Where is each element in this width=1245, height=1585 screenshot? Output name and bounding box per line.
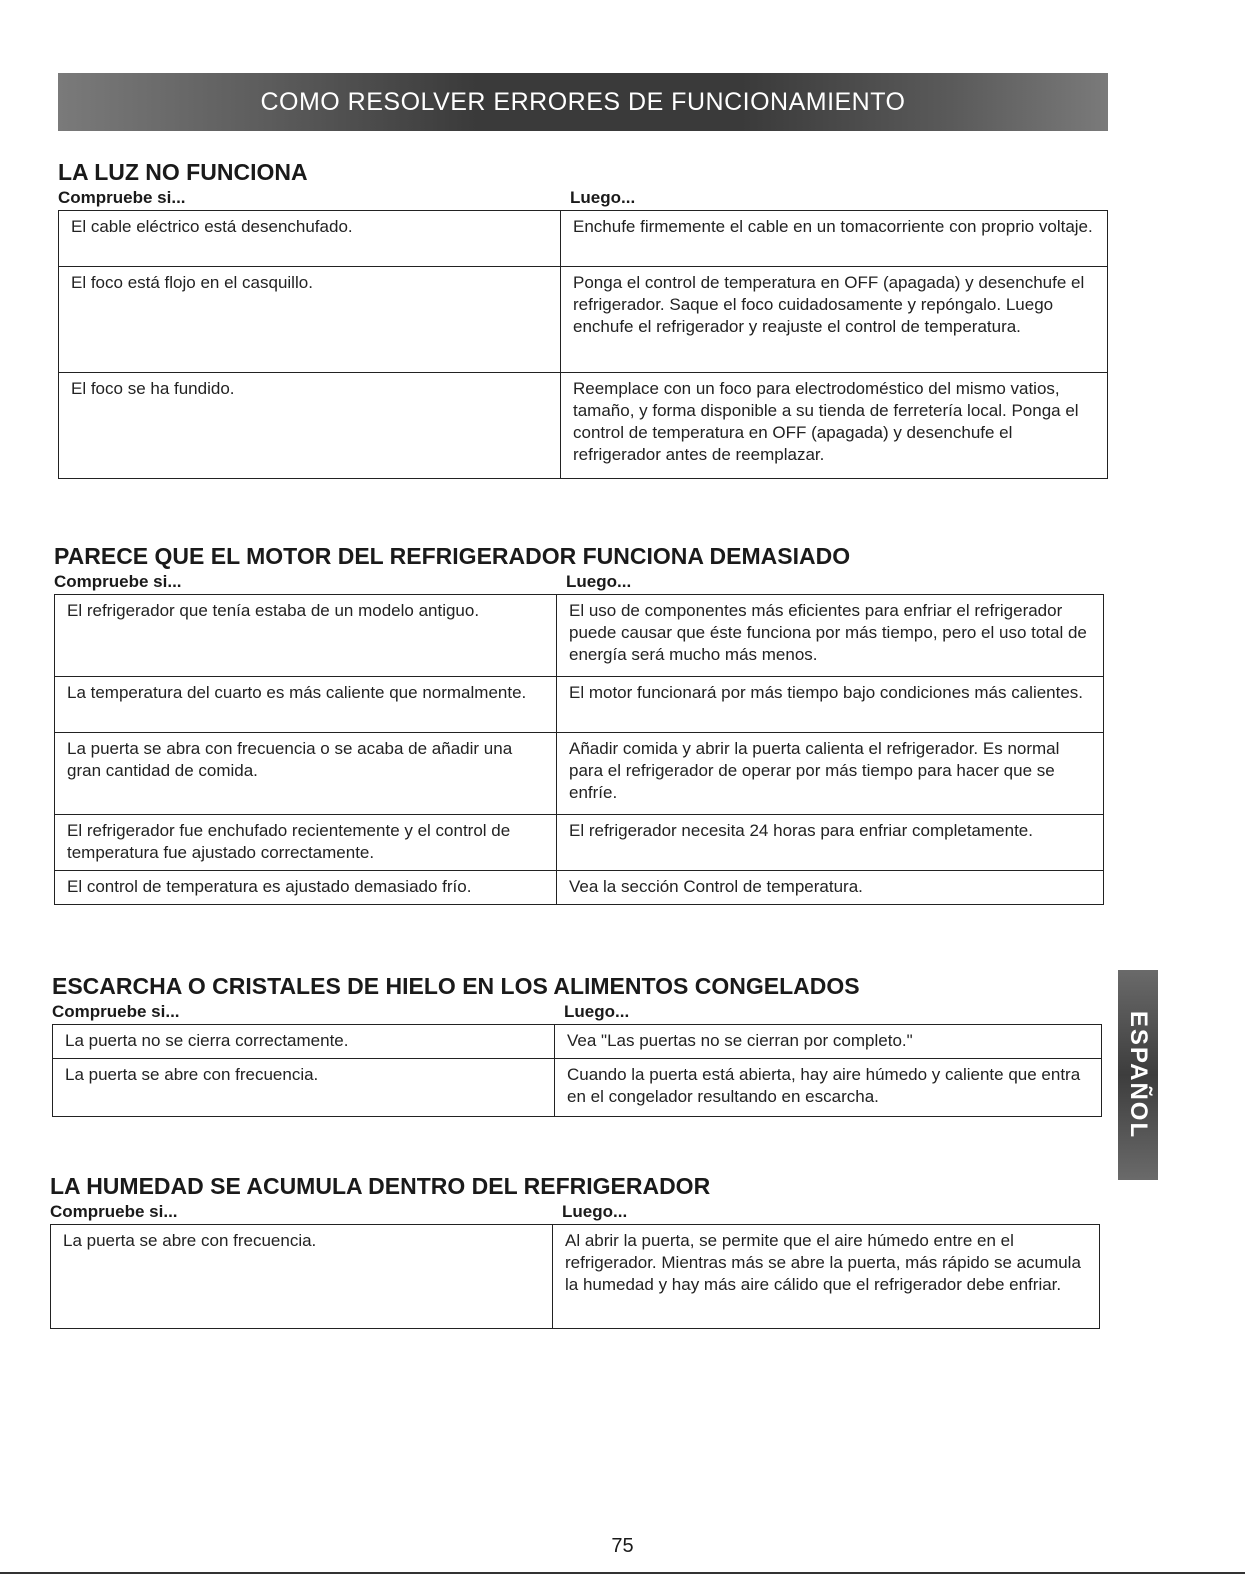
cause-cell: La puerta se abra con frecuencia o se acaba de añadir una gran cantidad de comida. bbox=[55, 733, 557, 815]
table-row bbox=[53, 1059, 1102, 1117]
cause-cell: El refrigerador fue enchufado recientemente y el control de temperatura fue ajustado correctamente. bbox=[55, 815, 557, 871]
page-number: 75 bbox=[611, 1535, 634, 1557]
table-row bbox=[59, 211, 1108, 267]
section-title: ESCARCHA O CRISTALES DE HIELO EN LOS ALIMENTOS CONGELADOS bbox=[52, 973, 860, 999]
table-row bbox=[59, 373, 1108, 479]
solution-cell: Vea "Las puertas no se cierran por completo." bbox=[555, 1025, 1102, 1059]
solution-cell: Vea la sección Control de temperatura. bbox=[557, 871, 1104, 905]
cause-cell: La puerta se abre con frecuencia. bbox=[53, 1059, 555, 1117]
troubleshoot-table bbox=[50, 1224, 1100, 1329]
table-row bbox=[53, 1025, 1102, 1059]
col-then-header: Luego... bbox=[566, 572, 632, 591]
troubleshoot-table bbox=[58, 210, 1108, 479]
cause-cell: La puerta se abre con frecuencia. bbox=[51, 1225, 553, 1329]
troubleshoot-table bbox=[54, 594, 1104, 905]
col-then-header: Luego... bbox=[564, 1002, 630, 1021]
table-row bbox=[55, 815, 1104, 871]
solution-cell: El refrigerador necesita 24 horas para enfriar completamente. bbox=[557, 815, 1104, 871]
solution-cell: Al abrir la puerta, se permite que el aire húmedo entre en el refrigerador. Mientras más se abre la puerta, más rápido se acumula la humedad y hay más aire cálido que el refrigerador debe enfriar. bbox=[553, 1225, 1100, 1329]
column-headers bbox=[52, 1000, 1102, 1024]
solution-cell: El motor funcionará por más tiempo bajo condiciones más calientes. bbox=[557, 677, 1104, 733]
table-row bbox=[55, 595, 1104, 677]
cause-cell: La puerta no se cierra correctamente. bbox=[53, 1025, 555, 1059]
section-frost bbox=[52, 972, 1102, 1117]
column-headers bbox=[58, 186, 1108, 210]
table-row bbox=[55, 733, 1104, 815]
solution-cell: Reemplace con un foco para electrodoméstico del mismo vatios, tamaño, y forma disponible a su tienda de ferretería local. Ponga el control de temperatura en OFF (apagada) y desenchufe el refrigerador antes de reemplazar. bbox=[561, 373, 1108, 479]
title-banner bbox=[58, 73, 1108, 131]
section-humidity bbox=[50, 1172, 1100, 1329]
column-headers bbox=[50, 1200, 1100, 1224]
footer-rule bbox=[0, 1572, 1245, 1574]
col-check-header: Compruebe si... bbox=[58, 188, 186, 207]
table-row bbox=[55, 677, 1104, 733]
table-row bbox=[59, 267, 1108, 373]
section-motor bbox=[54, 542, 1104, 905]
language-tab-label: ESPAÑOL bbox=[1125, 1010, 1153, 1140]
solution-cell: Enchufe firmemente el cable en un tomacorriente con proprio voltaje. bbox=[561, 211, 1108, 267]
section-title: PARECE QUE EL MOTOR DEL REFRIGERADOR FUNCIONA DEMASIADO bbox=[54, 543, 851, 569]
solution-cell: Ponga el control de temperatura en OFF (apagada) y desenchufe el refrigerador. Saque el foco cuidadosamente y repóngalo. Luego enchufe el refrigerador y reajuste el control de temperatura. bbox=[561, 267, 1108, 373]
table-row bbox=[55, 871, 1104, 905]
section-title: LA HUMEDAD SE ACUMULA DENTRO DEL REFRIGERADOR bbox=[50, 1173, 711, 1199]
table-row bbox=[51, 1225, 1100, 1329]
section-light bbox=[58, 158, 1108, 479]
cause-cell: La temperatura del cuarto es más caliente que normalmente. bbox=[55, 677, 557, 733]
col-then-header: Luego... bbox=[562, 1202, 628, 1221]
col-then-header: Luego... bbox=[570, 188, 636, 207]
col-check-header: Compruebe si... bbox=[50, 1202, 178, 1221]
cause-cell: El cable eléctrico está desenchufado. bbox=[59, 211, 561, 267]
col-check-header: Compruebe si... bbox=[52, 1002, 180, 1021]
col-check-header: Compruebe si... bbox=[54, 572, 182, 591]
troubleshoot-table bbox=[52, 1024, 1102, 1117]
column-headers bbox=[54, 570, 1104, 594]
solution-cell: Añadir comida y abrir la puerta calienta el refrigerador. Es normal para el refrigerador de operar por más tiempo para hacer que se enfríe. bbox=[557, 733, 1104, 815]
cause-cell: El foco se ha fundido. bbox=[59, 373, 561, 479]
cause-cell: El foco está flojo en el casquillo. bbox=[59, 267, 561, 373]
solution-cell: Cuando la puerta está abierta, hay aire húmedo y caliente que entra en el congelador resultando en escarcha. bbox=[555, 1059, 1102, 1117]
section-title: LA LUZ NO FUNCIONA bbox=[58, 159, 308, 185]
cause-cell: El control de temperatura es ajustado demasiado frío. bbox=[55, 871, 557, 905]
banner-title: COMO RESOLVER ERRORES DE FUNCIONAMIENTO bbox=[260, 87, 906, 116]
solution-cell: El uso de componentes más eficientes para enfriar el refrigerador puede causar que éste funciona por más tiempo, pero el uso total de energía será mucho más menos. bbox=[557, 595, 1104, 677]
language-tab bbox=[1118, 970, 1158, 1180]
cause-cell: El refrigerador que tenía estaba de un modelo antiguo. bbox=[55, 595, 557, 677]
